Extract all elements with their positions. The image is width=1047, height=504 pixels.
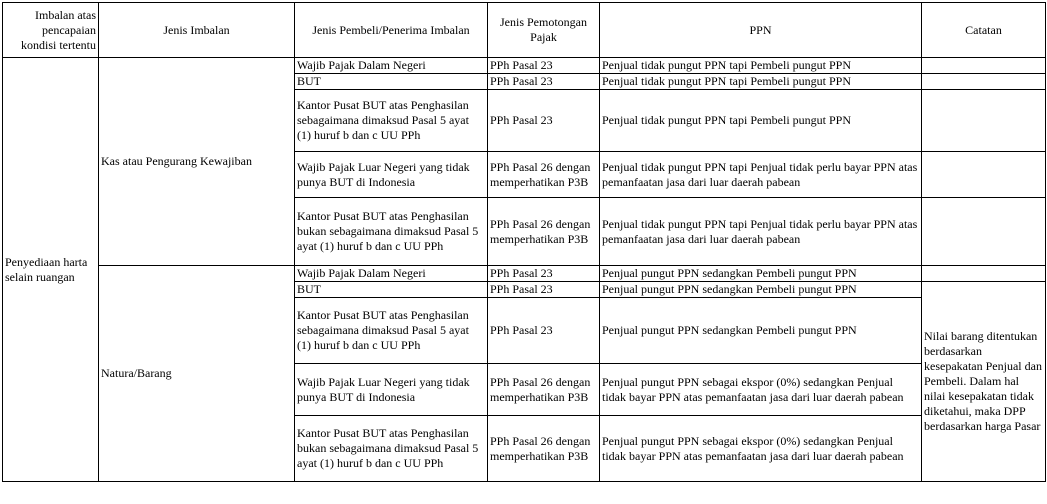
imbalan-tax-table	[2, 2, 1046, 482]
potong-cell: PPh Pasal 23	[488, 74, 600, 90]
header-imbalan-kondisi: Imbalan atas pencapaian kondisi tertentu	[3, 3, 99, 58]
pembeli-cell: Kantor Pusat BUT atas Penghasilan bukan sebagaimana dimaksud Pasal 5 ayat (1) huruf b dan c UU PPh	[295, 416, 488, 482]
potong-cell: PPh Pasal 23	[488, 58, 600, 74]
potong-cell: PPh Pasal 26 dengan memperhatikan P3B	[488, 152, 600, 198]
potong-cell: PPh Pasal 23	[488, 266, 600, 282]
ppn-cell: Penjual pungut PPN sebagai ekspor (0%) sedangkan Penjual tidak bayar PPN atas pemanfaatan jasa dari luar daerah pabean	[600, 416, 922, 482]
ppn-cell: Penjual tidak pungut PPN tapi Pembeli pungut PPN	[600, 90, 922, 152]
pembeli-cell: Wajib Pajak Dalam Negeri	[295, 266, 488, 282]
ppn-cell: Penjual tidak pungut PPN tapi Pembeli pungut PPN	[600, 74, 922, 90]
catatan-cell	[922, 58, 1046, 74]
kas-label-cell: Kas atau Pengurang Kewajiban	[99, 58, 295, 266]
group-label-cell: Penyediaan harta selain ruangan	[3, 58, 99, 482]
potong-cell: PPh Pasal 26 dengan memperhatikan P3B	[488, 364, 600, 416]
table-row	[3, 58, 1046, 74]
header-jenis-imbalan: Jenis Imbalan	[99, 3, 295, 58]
header-ppn: PPN	[600, 3, 922, 58]
pembeli-cell: BUT	[295, 282, 488, 298]
catatan-cell	[922, 90, 1046, 152]
potong-cell: PPh Pasal 23	[488, 298, 600, 364]
pembeli-cell: Kantor Pusat BUT atas Penghasilan bukan sebagaimana dimaksud Pasal 5 ayat (1) huruf b dan c UU PPh	[295, 198, 488, 266]
catatan-cell	[922, 198, 1046, 266]
catatan-cell	[922, 266, 1046, 282]
natura-catatan-cell: Nilai barang ditentukan berdasarkan kesepakatan Penjual dan Pembeli. Dalam hal nilai kesepakatan tidak diketahui, maka DPP berdasarkan harga Pasar	[922, 282, 1046, 482]
ppn-cell: Penjual tidak pungut PPN tapi Penjual tidak perlu bayar PPN atas pemanfaatan jasa dari luar daerah pabean	[600, 198, 922, 266]
header-row	[3, 3, 1046, 58]
catatan-cell	[922, 74, 1046, 90]
ppn-cell: Penjual tidak pungut PPN tapi Pembeli pungut PPN	[600, 58, 922, 74]
pembeli-cell: Kantor Pusat BUT atas Penghasilan sebagaimana dimaksud Pasal 5 ayat (1) huruf b dan c UU PPh	[295, 90, 488, 152]
potong-cell: PPh Pasal 26 dengan memperhatikan P3B	[488, 198, 600, 266]
pembeli-cell: Wajib Pajak Dalam Negeri	[295, 58, 488, 74]
potong-cell: PPh Pasal 23	[488, 282, 600, 298]
header-catatan: Catatan	[922, 3, 1046, 58]
pembeli-cell: Wajib Pajak Luar Negeri yang tidak punya BUT di Indonesia	[295, 364, 488, 416]
catatan-cell	[922, 152, 1046, 198]
pembeli-cell: Wajib Pajak Luar Negeri yang tidak punya BUT di Indonesia	[295, 152, 488, 198]
ppn-cell: Penjual pungut PPN sedangkan Pembeli pungut PPN	[600, 298, 922, 364]
table-row	[3, 266, 1046, 282]
potong-cell: PPh Pasal 23	[488, 90, 600, 152]
pembeli-cell: Kantor Pusat BUT atas Penghasilan sebagaimana dimaksud Pasal 5 ayat (1) huruf b dan c UU PPh	[295, 298, 488, 364]
potong-cell: PPh Pasal 26 dengan memperhatikan P3B	[488, 416, 600, 482]
header-jenis-pembeli: Jenis Pembeli/Penerima Imbalan	[295, 3, 488, 58]
natura-label-cell: Natura/Barang	[99, 266, 295, 482]
pembeli-cell: BUT	[295, 74, 488, 90]
ppn-cell: Penjual tidak pungut PPN tapi Penjual tidak perlu bayar PPN atas pemanfaatan jasa dari luar daerah pabean	[600, 152, 922, 198]
ppn-cell: Penjual pungut PPN sedangkan Pembeli pungut PPN	[600, 266, 922, 282]
ppn-cell: Penjual pungut PPN sebagai ekspor (0%) sedangkan Penjual tidak bayar PPN atas pemanfaatan jasa dari luar daerah pabean	[600, 364, 922, 416]
ppn-cell: Penjual pungut PPN sedangkan Pembeli pungut PPN	[600, 282, 922, 298]
header-jenis-pemotongan: Jenis Pemotongan Pajak	[488, 3, 600, 58]
